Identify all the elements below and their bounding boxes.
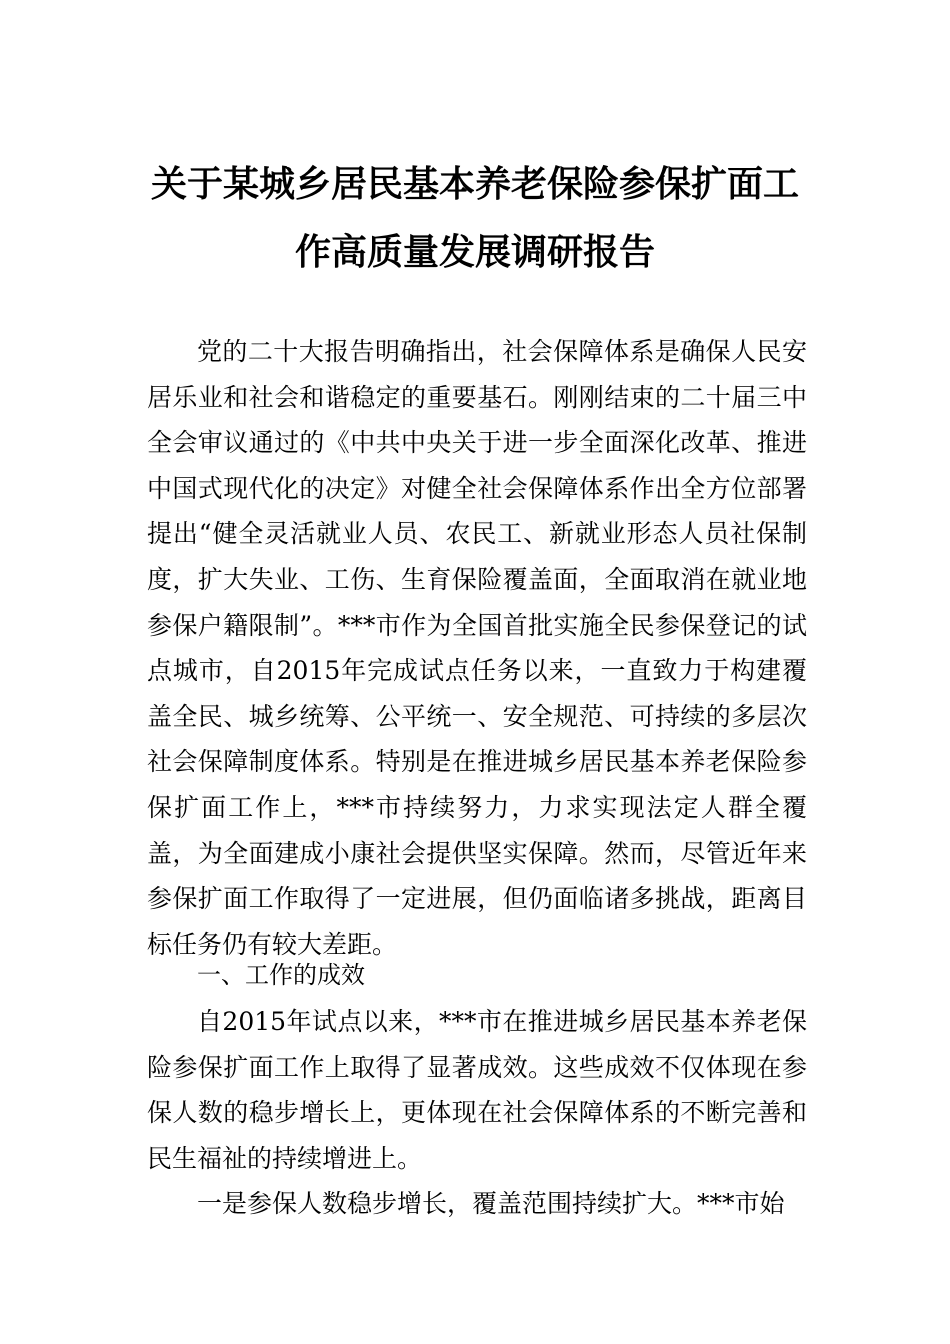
section-heading-achievements: 一、工作的成效 (197, 961, 365, 989)
achievements-paragraph: 自2015年试点以来，***市在推进城乡居民基本养老保险参保扩面工作上取得了显著成效。这些成效不仅体现在参保人数的稳步增长上，更体现在社会保障体系的不断完善和民生福祉的持续增进上。 (147, 1007, 807, 1173)
intro-paragraph: 党的二十大报告明确指出，社会保障体系是确保人民安居乐业和社会和谐稳定的重要基石。刚刚结束的二十届三中全会审议通过的《中共中央关于进一步全面深化改革、推进中国式现代化的决定》对健全社会保障体系作出全方位部署提出“健全灵活就业人员、农民工、新就业形态人员社保制度，扩大失业、工伤、生育保险覆盖面，全面取消在就业地参保户籍限制”。***市作为全国首批实施全民参保登记的试点城市，自2015年完成试点任务以来，一直致力于构建覆盖全民、城乡统筹、公平统一、安全规范、可持续的多层次社会保障制度体系。特别是在推进城乡居民基本养老保险参保扩面工作上，***市持续努力，力求实现法定人群全覆盖，为全面建成小康社会提供坚实保障。然而，尽管近年来参保扩面工作取得了一定进展，但仍面临诸多挑战，距离目标任务仍有较大差距。 (147, 337, 807, 959)
point-one-paragraph: 一是参保人数稳步增长，覆盖范围持续扩大。***市始 (197, 1189, 785, 1218)
document-title-line-1: 关于某城乡居民基本养老保险参保扩面工 (150, 163, 799, 205)
document-title-line-2: 作高质量发展调研报告 (294, 231, 655, 273)
